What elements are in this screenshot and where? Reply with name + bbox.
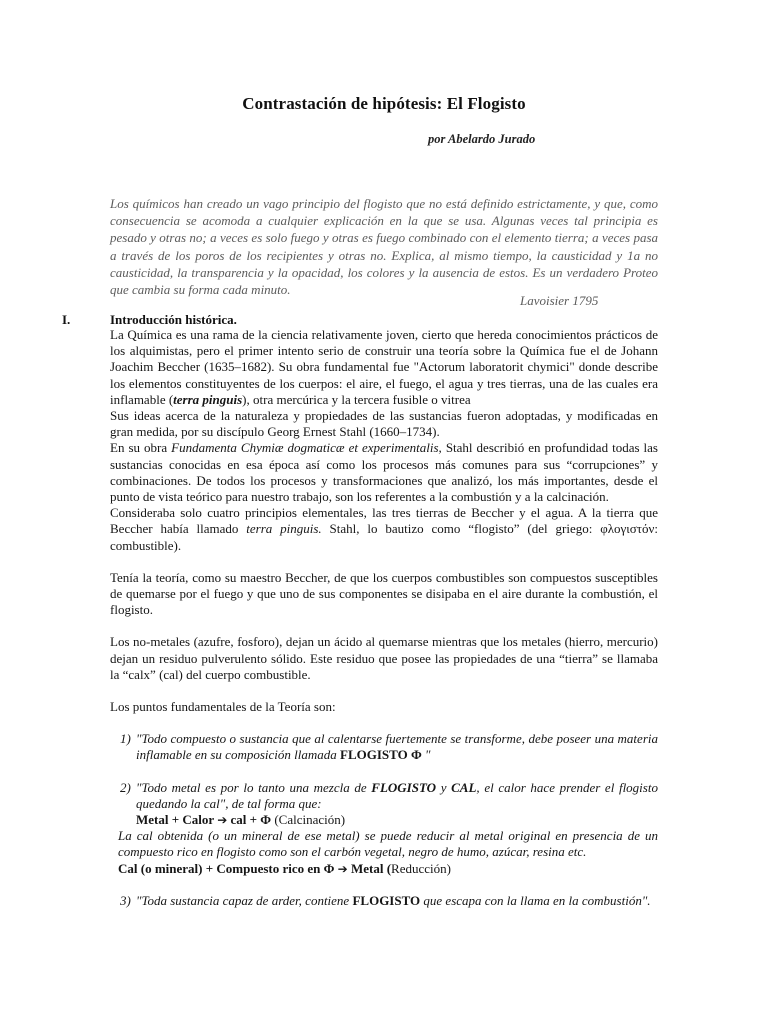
arrow-right-icon: ➔ [337, 861, 348, 876]
point-number: 3) [120, 892, 131, 908]
reduction-formula: Cal (o mineral) + Compuesto rico en Φ ➔ Metal (Reducción) [118, 860, 451, 876]
section-title: Introducción histórica. [110, 312, 237, 327]
calcination-formula: Metal + Calor ➔ cal + Φ (Calcinación) [136, 812, 346, 828]
epigraph-signature: Lavoisier 1795 [520, 293, 599, 308]
term-terra-pinguis-2: terra pinguis. [246, 521, 322, 537]
paragraph-principles: Consideraba solo cuatro principios elementales, las tres tierras de Beccher y el agua. A la tierra que Beccher había llamado terra pinguis. Stahl, lo bautizo como “flogisto” (del griego: φλογιστόν: combustible). [110, 505, 658, 553]
list-item: 3) "Toda sustancia capaz de arder, contiene FLOGISTO que escapa con la llama en la combustión". [120, 892, 651, 908]
arrow-right-icon: ➔ [217, 813, 228, 828]
list-item: 2) "Todo metal es por lo tanto una mezcla de FLOGISTO y CAL, el calor hace prender el flogisto quedando la cal", de tal forma que: [120, 779, 658, 811]
theory-points-list [110, 731, 658, 909]
paragraph-theory: Tenía la teoría, como su maestro Beccher, de que los cuerpos combustibles son compuestos susceptibles de quemarse por el fuego y que uno de sus componentes se disipaba en el aire durante la combustión, el flogisto. [110, 569, 658, 618]
author-line: por Abelardo Jurado [428, 132, 536, 146]
point-number: 1) [120, 731, 131, 747]
work-title: Fundamenta Chymiæ dogmaticæ et experimentalis, [171, 440, 442, 456]
document-title: Contrastación de hipótesis: El Flogisto [242, 94, 526, 113]
paragraph-beccher: La Química es una rama de la ciencia relativamente joven, cierto que hereda conocimientos prácticos de los alquimistas, pero el primer intento serio de construir una teoría sobre la Química fue el de Johann Joachim Beccher (1635–1682). Su obra fundamental fue "Actorum laboratorit chymici" donde describe los elementos constituyentes de los cuerpos: el aire, el fuego, el agua y tres tierras, una de las cuales era inflamable (terra pinguis), otra mercúrica y la tercera fusible o vitrea [110, 327, 658, 407]
reduction-note: La cal obtenida (o un mineral de ese metal) se puede reducir al metal original en presencia de un compuesto rico en flogisto como son el carbón vegetal, negro de humo, azúcar, resina etc. [118, 828, 658, 860]
paragraph-points-intro: Los puntos fundamentales de la Teoría son: [110, 699, 336, 715]
list-item: 1) "Todo compuesto o sustancia que al calentarse fuertemente se transforme, debe poseer una materia inflamable en su composición llamada FLOGISTO Φ " [120, 731, 658, 763]
point-number: 2) [120, 779, 131, 795]
paragraph-nonmetals: Los no-metales (azufre, fosforo), dejan un ácido al quemarse mientras que los metales (hierro, mercurio) dejan un residuo pulverulento sólido. Este residuo que posee las propiedades de una “tierra” se llamaba la “calx” (cal) del cuerpo combustible. [110, 634, 658, 682]
term-terra-pinguis: terra pinguis [173, 391, 243, 407]
epigraph-quote [110, 195, 658, 298]
section-number: I. [62, 312, 71, 327]
body-text [110, 327, 658, 909]
paragraph-fundamenta: En su obra Fundamenta Chymiæ dogmaticæ et experimentalis, Stahl describió en profundidad todas las sustancias conocidas en esa época así como los procesos más comunes para sus “corrupciones” y combinaciones. De todos los procesos y transformaciones que analizó, los más importantes, desde el punto de vista teórico para nuestro trabajo, son los referentes a la combustión y a la calcinación. [110, 440, 658, 505]
paragraph-stahl: Sus ideas acerca de la naturaleza y propiedades de las sustancias fueron adoptadas, y modificadas en gran medida, por su discípulo Georg Ernest Stahl (1660–1734). [110, 408, 658, 440]
epigraph-text: Los químicos han creado un vago principio del flogisto que no está definido estrictamente, y que, como consecuencia se acomoda a cualquier explicación en la que se usa. Algunas veces tal principia es pesado y otras no; a veces es solo fuego y otras es fuego combinado con el elemento tierra; a veces pasa a través de los poros de los recipientes y otras no. Explica, al mismo tiempo, la causticidad y 1a no causticidad, la transparencia y la opacidad, los colores y la ausencia de estos. Es un verdadero Proteo que cambia su forma cada minuto. [110, 196, 658, 298]
